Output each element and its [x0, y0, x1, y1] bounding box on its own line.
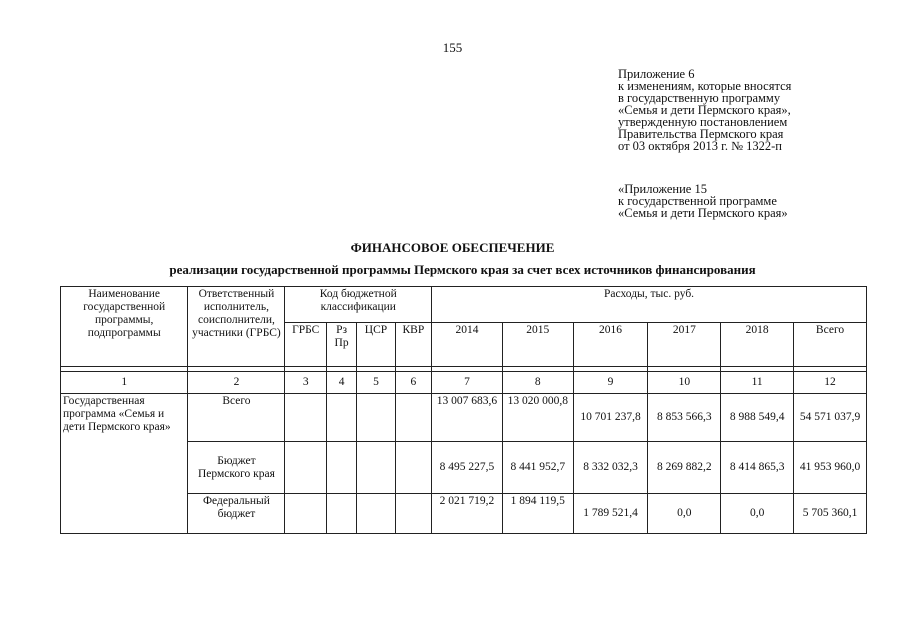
code-cell: [285, 394, 326, 442]
value-cell: 41 953 960,0: [794, 442, 867, 494]
value-cell: 8 853 566,3: [648, 394, 721, 442]
column-number: 1: [61, 372, 188, 394]
code-cell: [326, 494, 356, 534]
executor-cell: Всего: [188, 394, 285, 442]
header-year-2014: 2014: [432, 323, 503, 367]
value-cell: 8 441 952,7: [502, 442, 573, 494]
page-number: 155: [442, 40, 463, 55]
header-code-rzpr: Рз Пр: [326, 323, 356, 367]
value-cell: 10 701 237,8: [573, 394, 648, 442]
code-cell: [357, 494, 395, 534]
column-number: 5: [357, 372, 395, 394]
column-number: 11: [721, 372, 794, 394]
value-cell: 2 021 719,2: [432, 494, 503, 534]
appendix-amendment-block: [618, 68, 888, 152]
appendix-line: «Семья и дети Пермского края»: [618, 206, 788, 220]
value-cell: 1 789 521,4: [573, 494, 648, 534]
header-year-2015: 2015: [502, 323, 573, 367]
code-cell: [285, 494, 326, 534]
executor-cell: Федеральный бюджет: [188, 494, 285, 534]
header-expenses: Расходы, тыс. руб.: [432, 287, 867, 323]
executor-cell: Бюджет Пермского края: [188, 442, 285, 494]
column-number-row: [61, 372, 867, 394]
code-cell: [326, 394, 356, 442]
header-year-2016: 2016: [573, 323, 648, 367]
column-number: 10: [648, 372, 721, 394]
code-cell: [326, 442, 356, 494]
value-cell: 0,0: [648, 494, 721, 534]
appendix-line: в государственную программу: [618, 91, 781, 105]
appendix-line: «Семья и дети Пермского края»,: [618, 103, 791, 117]
document-subtitle: реализации государственной программы Пермского края за счет всех источников финансирования: [169, 262, 756, 277]
header-executor: Ответственный исполнитель, соисполнители, участники (ГРБС): [188, 287, 285, 367]
appendix-line: от 03 октября 2013 г. № 1322-п: [618, 139, 782, 153]
financing-table: [60, 286, 867, 534]
value-cell: 8 269 882,2: [648, 442, 721, 494]
value-cell: 1 894 119,5: [502, 494, 573, 534]
column-number: 3: [285, 372, 326, 394]
code-cell: [395, 442, 431, 494]
value-cell: 8 495 227,5: [432, 442, 503, 494]
header-code-kvr: КВР: [395, 323, 431, 367]
header-code-grbs: ГРБС: [285, 323, 326, 367]
table-row: [61, 394, 867, 442]
column-number: 9: [573, 372, 648, 394]
value-cell: 0,0: [721, 494, 794, 534]
column-number: 6: [395, 372, 431, 394]
header-row-1: [61, 287, 867, 323]
header-budget-code: Код бюджетной классификации: [285, 287, 432, 323]
code-cell: [357, 394, 395, 442]
code-cell: [395, 494, 431, 534]
header-year-2018: 2018: [721, 323, 794, 367]
appendix-line: Приложение 6: [618, 67, 695, 81]
appendix-line: «Приложение 15: [618, 182, 707, 196]
column-number: 8: [502, 372, 573, 394]
code-cell: [285, 442, 326, 494]
header-code-csr: ЦСР: [357, 323, 395, 367]
header-year-2017: 2017: [648, 323, 721, 367]
column-number: 4: [326, 372, 356, 394]
value-cell: 13 020 000,8: [502, 394, 573, 442]
value-cell: 8 332 032,3: [573, 442, 648, 494]
code-cell: [357, 442, 395, 494]
value-cell: 8 988 549,4: [721, 394, 794, 442]
value-cell: 5 705 360,1: [794, 494, 867, 534]
value-cell: 54 571 037,9: [794, 394, 867, 442]
appendix-program-block: [618, 183, 888, 219]
appendix-line: к изменениям, которые вносятся: [618, 79, 792, 93]
value-cell: 8 414 865,3: [721, 442, 794, 494]
appendix-line: Правительства Пермского края: [618, 127, 784, 141]
appendix-line: утвержденную постановлением: [618, 115, 788, 129]
code-cell: [395, 394, 431, 442]
header-name: Наименование государственной программы, подпрограммы: [61, 287, 188, 367]
program-name-cell: Государственная программа «Семья и дети Пермского края»: [61, 394, 188, 534]
column-number: 7: [432, 372, 503, 394]
appendix-line: к государственной программе: [618, 194, 777, 208]
column-number: 2: [188, 372, 285, 394]
header-total: Всего: [794, 323, 867, 367]
document-title: ФИНАНСОВОЕ ОБЕСПЕЧЕНИЕ: [350, 240, 555, 255]
value-cell: 13 007 683,6: [432, 394, 503, 442]
column-number: 12: [794, 372, 867, 394]
